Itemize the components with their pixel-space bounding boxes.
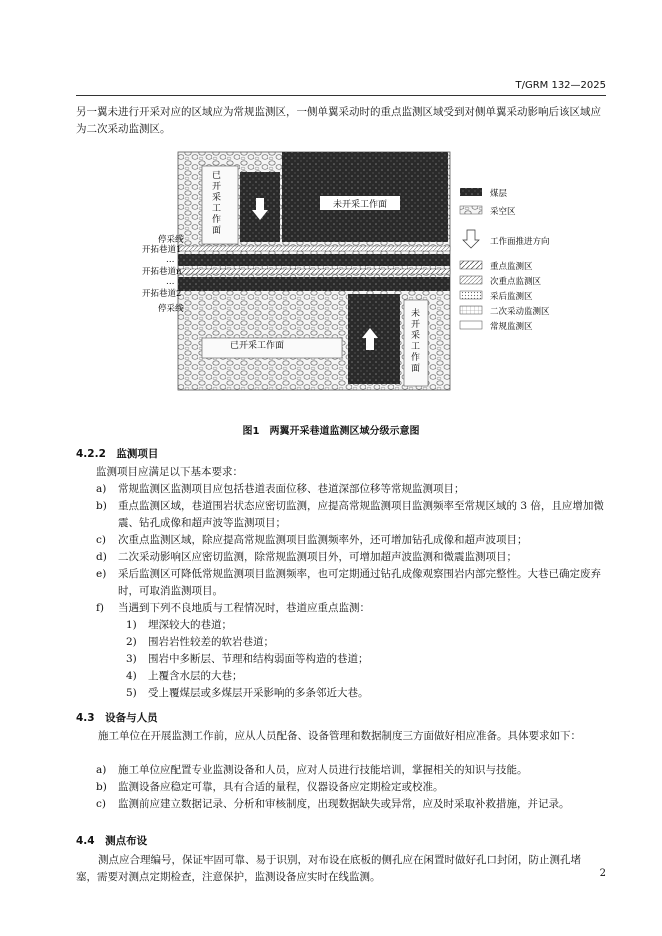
s422-lead: 监测项目应满足以下基本要求： xyxy=(96,466,243,478)
label-goaf-top: 已开采工作面 xyxy=(212,171,222,236)
legend-secondary-key: 次重点监测区 xyxy=(490,277,542,287)
list-item xyxy=(96,762,604,779)
sub-text: 受上覆煤层或多煤层开采影响的多条邻近大巷。 xyxy=(148,687,369,699)
roadway-n xyxy=(178,269,450,274)
legend-swatch-regular xyxy=(460,321,482,329)
list-item xyxy=(96,498,604,532)
s44-body: 测点应合理编号，保证牢固可靠、易于识别，对布设在底板的侧孔应在闲置时做好孔口封闭，防止测孔堵塞，需要对测点定期检查，注意保护，监测设备应实时在线监测。 xyxy=(76,854,581,883)
roadway-coal-band xyxy=(178,254,450,266)
legend-swatch-secondary xyxy=(460,276,482,284)
legend-post: 采后监测区 xyxy=(490,292,533,302)
legend-arrow-icon xyxy=(463,230,479,248)
list-marker: a) xyxy=(96,483,107,495)
list-text: 监测设备应稳定可靠，具有合适的量程，仪器设备应定期检定或校准。 xyxy=(118,781,444,793)
section-heading-4-4: 4.4 测点布设 xyxy=(76,835,148,847)
page-number: 2 xyxy=(599,868,606,879)
sub-list-item xyxy=(126,668,243,685)
section-heading-4-2-2: 4.2.2 监测项目 xyxy=(76,448,159,460)
sub-list-item xyxy=(126,651,369,668)
list-item xyxy=(96,796,604,813)
list-item xyxy=(96,779,604,796)
intro-paragraph: 另一翼未进行开采对应的区域应为常规监测区，一侧单翼采动时的重点监测区域受到对侧单翼采动影响后该区域应为二次采动监测区。 xyxy=(76,106,601,135)
list-marker: f) xyxy=(96,602,104,614)
legend-coal: 煤层 xyxy=(490,189,508,199)
list-marker: c) xyxy=(96,534,106,546)
list-text: 常规监测区监测项目应包括巷道表面位移、巷道深部位移等常规监测项目； xyxy=(118,483,465,495)
list-text: 二次采动影响区应密切监测，除常规监测项目外，可增加超声波监测和微震监测项目； xyxy=(118,551,517,563)
label-stop-line-top: 停采线 xyxy=(158,235,184,245)
list-text: 当遇到下列不良地质与工程情况时，巷道应重点监测： xyxy=(118,602,370,614)
sub-list-item xyxy=(126,617,232,634)
list-text: 施工单位应配置专业监测设备和人员，应对人员进行技能培训，掌握相关的知识与技能。 xyxy=(118,764,528,776)
legend-swatch-goaf xyxy=(460,206,482,214)
section-heading-4-3: 4.3 设备与人员 xyxy=(76,712,158,724)
list-item xyxy=(96,600,604,617)
label-dots-2: … xyxy=(166,277,175,287)
sub-text: 围岩中多断层、节理和结构弱面等构造的巷道； xyxy=(148,653,369,665)
legend-goaf: 采空区 xyxy=(490,207,516,217)
sub-list-item xyxy=(126,634,274,651)
list-text: 采后监测区可降低常规监测项目监测频率，也可定期通过钻孔成像观察围岩内部完整性。大巷已确定废弃时，可取消监测项目。 xyxy=(118,568,601,597)
legend-swatch-coal xyxy=(460,188,482,196)
sub-marker: 3) xyxy=(126,653,137,665)
label-dots-1: … xyxy=(166,255,175,265)
list-text: 重点监测区域，巷道围岩状态应密切监测，应提高常规监测项目监测频率至常规区域的 3 倍，且应增加微震、钻孔成像和超声波等监测项目； xyxy=(118,500,604,529)
list-marker: e) xyxy=(96,568,107,580)
label-roadway-2: 开拓巷道2 xyxy=(142,289,182,299)
sub-text: 埋深较大的巷道； xyxy=(148,619,232,631)
legend-swatch-post xyxy=(460,291,482,299)
monitoring-zone-figure xyxy=(142,150,590,405)
sub-list-item xyxy=(126,685,369,702)
sub-marker: 1) xyxy=(126,619,137,631)
label-unmined-top: 未开采工作面 xyxy=(332,200,388,210)
sub-marker: 2) xyxy=(126,636,137,648)
label-unmined-bottom: 未开采工作面 xyxy=(411,309,421,374)
figure-caption: 图1 两翼开采巷道监测区域分级示意图 xyxy=(242,426,420,437)
list-marker: b) xyxy=(96,781,107,793)
list-item xyxy=(96,481,604,498)
legend-regular: 常规监测区 xyxy=(490,322,533,332)
sub-marker: 4) xyxy=(126,670,137,682)
list-text: 次重点监测区域，除应提高常规监测项目监测频率外，还可增加钻孔成像和超声波项目； xyxy=(118,534,528,546)
legend-swatch-second-mining xyxy=(460,306,482,314)
label-goaf-bottom: 已开采工作面 xyxy=(230,341,285,351)
list-marker: d) xyxy=(96,551,107,563)
list-marker: c) xyxy=(96,798,106,810)
legend-direction: 工作面推进方向 xyxy=(490,237,550,247)
label-stop-line-bottom: 停采线 xyxy=(158,304,184,314)
legend-swatch-key xyxy=(460,261,482,269)
list-item xyxy=(96,566,604,600)
label-roadway-n: 开拓巷道n xyxy=(142,267,182,277)
document-code: T/GRM 132—2025 xyxy=(515,80,606,91)
list-text: 监测前应建立数据记录、分析和审核制度，出现数据缺失或异常，应及时采取补救措施，并记录。 xyxy=(118,798,570,810)
roadway-1 xyxy=(178,246,450,251)
label-roadway-1: 开拓巷道1 xyxy=(142,245,182,255)
sub-text: 围岩岩性较差的软岩巷道； xyxy=(148,636,274,648)
roadway-2 xyxy=(178,277,450,291)
s43-lead: 施工单位在开展监测工作前，应从人员配备、设备管理和数据制度三方面做好相应准备。具体要求如下： xyxy=(98,730,581,742)
list-marker: b) xyxy=(96,500,107,512)
legend-second-mining: 二次采动监测区 xyxy=(490,307,550,317)
list-item xyxy=(96,549,604,566)
header-rule xyxy=(76,95,606,96)
list-item xyxy=(96,532,604,549)
sub-text: 上覆含水层的大巷； xyxy=(148,670,243,682)
list-marker: a) xyxy=(96,764,107,776)
legend xyxy=(460,188,550,332)
sub-marker: 5) xyxy=(126,687,137,699)
legend-key: 重点监测区 xyxy=(490,262,533,272)
